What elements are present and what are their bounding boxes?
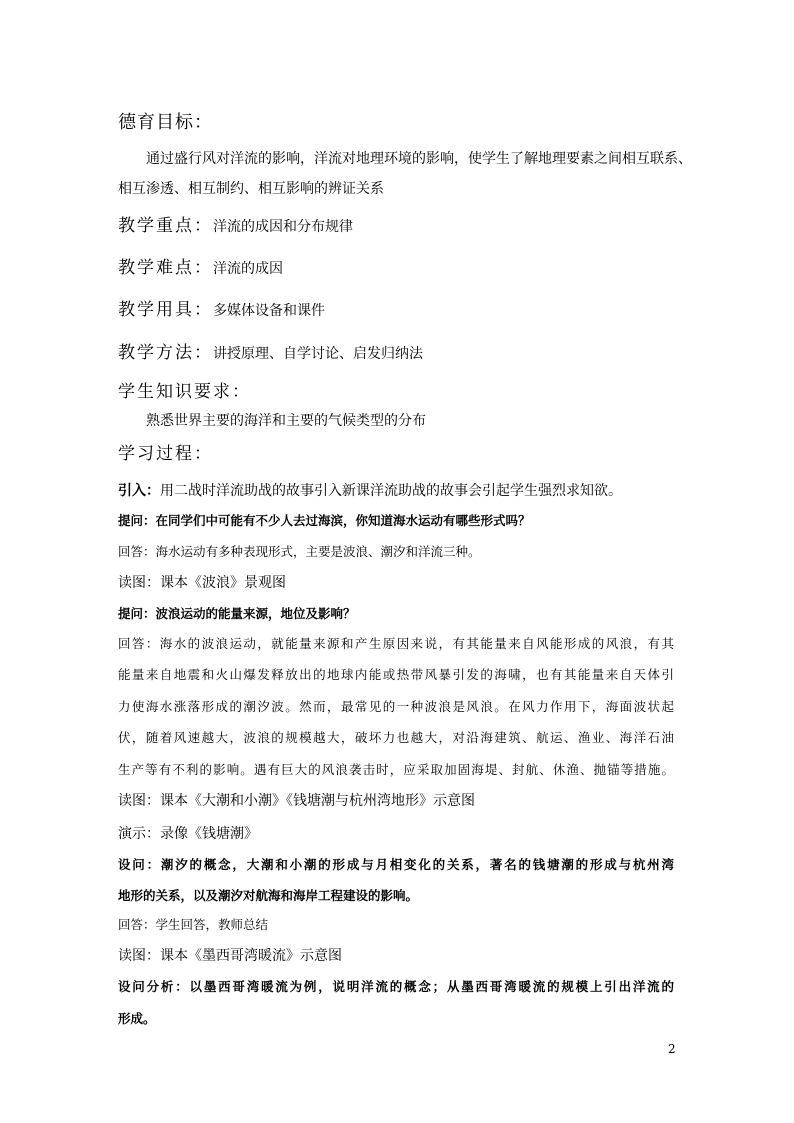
question-3-line-2: 地形的关系，以及潮汐对航海和海岸工程建设的影响。 <box>118 888 419 903</box>
moral-goal-title: 德育目标： <box>118 112 213 133</box>
question-4-line-2: 形成。 <box>118 1011 156 1026</box>
moral-goal-line-2: 相互渗透、相互制约、相互影响的辨证关系 <box>118 181 384 197</box>
answer-2-line-1: 回答：海水的波浪运动，就能量来源和产生原因来说，有其能量来自风能形成的风浪，有其 <box>118 636 674 651</box>
read-figure-2: 读图：课本《大潮和小潮》《钱塘潮与杭州湾地形》示意图 <box>118 793 475 809</box>
read-figure-3: 读图：课本《墨西哥湾暖流》示意图 <box>118 948 342 964</box>
methods-value: 讲授原理、自学讨论、启发归纳法 <box>213 346 423 362</box>
question-2: 提问：波浪运动的能量来源，地位及影响？ <box>118 606 356 621</box>
process-title: 学习过程： <box>118 444 213 464</box>
answer-1: 回答：海水运动有多种表现形式，主要是波浪、潮汐和洋流三种。 <box>118 544 481 559</box>
intro-row <box>118 480 622 500</box>
answer-2-line-3: 力使海水涨落形成的潮汐波。然而，最常见的一种波浪是风浪。在风力作用下，海面波状起 <box>118 699 674 714</box>
key-point-value: 洋流的成因和分布规律 <box>213 219 353 235</box>
intro-text: 用二战时洋流助战的故事引入新课洋流助战的故事会引起学生强烈求知欲。 <box>160 483 622 499</box>
answer-2-line-5: 生产等有不利的影响。遇有巨大的风浪袭击时，应采取加固海堤、封航、休渔、抛锚等措施。 <box>118 762 674 777</box>
demo-line: 演示：录像《钱塘潮》 <box>118 826 258 842</box>
key-point-label: 教学重点： <box>118 216 213 236</box>
knowledge-line: 熟悉世界主要的海洋和主要的气候类型的分布 <box>146 413 426 429</box>
question-1: 提问：在同学们中可能有不少人去过海滨，你知道海水运动有哪些形式吗？ <box>118 513 531 528</box>
methods-row <box>118 338 423 363</box>
answer-3: 回答：学生回答，教师总结 <box>118 917 269 932</box>
page-number: 2 <box>668 1042 676 1056</box>
question-3-line-1: 设问：潮汐的概念，大潮和小潮的形成与月相变化的关系，著名的钱塘潮的形成与杭州湾 <box>118 857 674 872</box>
knowledge-title: 学生知识要求： <box>118 382 251 402</box>
answer-2-line-4: 伏，随着风速越大，波浪的规模越大，破坏力也越大，对沿海建筑、航运、渔业、海洋石油 <box>118 730 674 745</box>
key-point-row <box>118 211 353 236</box>
tools-label: 教学用具： <box>118 300 213 320</box>
read-figure-1: 读图：课本《波浪》景观图 <box>118 575 286 591</box>
tools-row <box>118 295 325 320</box>
answer-2-line-2: 能量来自地震和火山爆发释放出的地球内能或热带风暴引发的海啸，也有其能量来自天体引 <box>118 667 674 682</box>
moral-goal-line-1: 通过盛行风对洋流的影响，洋流对地理环境的影响，使学生了解地理要素之间相互联系、 <box>146 151 692 167</box>
tools-value: 多媒体设备和课件 <box>213 303 325 319</box>
methods-label: 教学方法： <box>118 343 213 363</box>
difficulty-row <box>118 253 283 278</box>
question-4-line-1: 设问分析：以墨西哥湾暖流为例，说明洋流的概念；从墨西哥湾暖流的规模上引出洋流的 <box>118 979 674 994</box>
difficulty-value: 洋流的成因 <box>213 261 283 277</box>
intro-label: 引入： <box>118 483 160 499</box>
difficulty-label: 教学难点： <box>118 258 213 278</box>
